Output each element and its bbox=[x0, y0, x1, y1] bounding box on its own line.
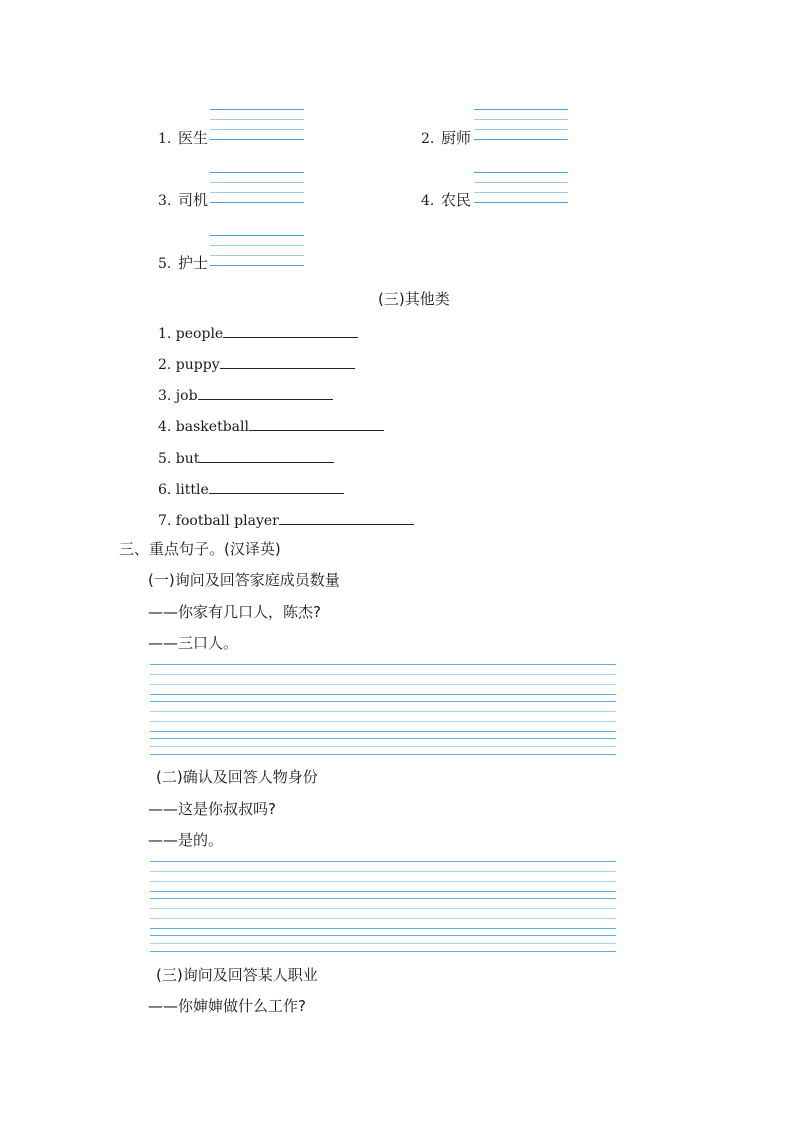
item-word: 司机 bbox=[178, 191, 209, 209]
item-word: 医生 bbox=[178, 129, 209, 147]
item-number: 3. bbox=[158, 193, 172, 209]
prompt-line: ——三口人。 bbox=[148, 634, 239, 652]
word-item bbox=[158, 355, 355, 373]
answer-blank[interactable] bbox=[199, 449, 334, 463]
prompt-line: ——你家有几口人，陈杰? bbox=[148, 603, 321, 621]
item-number: 2. bbox=[421, 131, 435, 147]
word-item bbox=[158, 511, 414, 529]
word-item bbox=[158, 324, 358, 342]
answer-blank[interactable] bbox=[249, 417, 384, 431]
item-number: 1. bbox=[158, 131, 172, 147]
word-item bbox=[158, 449, 334, 467]
prompt-line: ——是的。 bbox=[148, 831, 224, 849]
item-word: 农民 bbox=[441, 191, 472, 209]
writing-grid[interactable] bbox=[210, 235, 304, 265]
word-label: 6. little bbox=[158, 482, 209, 498]
prompt-line: ——这是你叔叔吗? bbox=[148, 800, 276, 818]
word-item bbox=[158, 386, 333, 404]
item-number: 4. bbox=[421, 193, 435, 209]
word-label: 4. basketball bbox=[158, 419, 249, 435]
writing-grid[interactable] bbox=[210, 109, 304, 139]
group-title: (三)询问及回答某人职业 bbox=[156, 966, 318, 984]
item-word: 护士 bbox=[178, 254, 209, 272]
item-word: 厨师 bbox=[441, 129, 472, 147]
writing-grid[interactable] bbox=[474, 109, 568, 139]
word-label: 1. people bbox=[158, 326, 224, 342]
word-label: 5. but bbox=[158, 451, 200, 467]
prompt-line: ——你婶婶做什么工作? bbox=[148, 997, 306, 1015]
answer-writing-grid[interactable] bbox=[150, 861, 616, 953]
word-item bbox=[158, 480, 344, 498]
answer-blank[interactable] bbox=[220, 355, 355, 369]
section-heading: 三、重点句子。(汉译英) bbox=[119, 540, 281, 558]
group-title: (一)询问及回答家庭成员数量 bbox=[148, 571, 340, 589]
answer-writing-grid[interactable] bbox=[150, 664, 616, 756]
answer-blank[interactable] bbox=[209, 480, 344, 494]
writing-grid[interactable] bbox=[474, 172, 568, 202]
section-title: (三)其他类 bbox=[378, 290, 450, 308]
writing-grid[interactable] bbox=[210, 172, 304, 202]
word-item bbox=[158, 417, 384, 435]
group-title: (二)确认及回答人物身份 bbox=[156, 768, 318, 786]
word-label: 2. puppy bbox=[158, 357, 220, 373]
answer-blank[interactable] bbox=[198, 386, 333, 400]
word-label: 7. football player bbox=[158, 513, 279, 529]
answer-blank[interactable] bbox=[223, 324, 358, 338]
answer-blank[interactable] bbox=[279, 511, 414, 525]
word-label: 3. job bbox=[158, 388, 198, 404]
item-number: 5. bbox=[158, 256, 172, 272]
